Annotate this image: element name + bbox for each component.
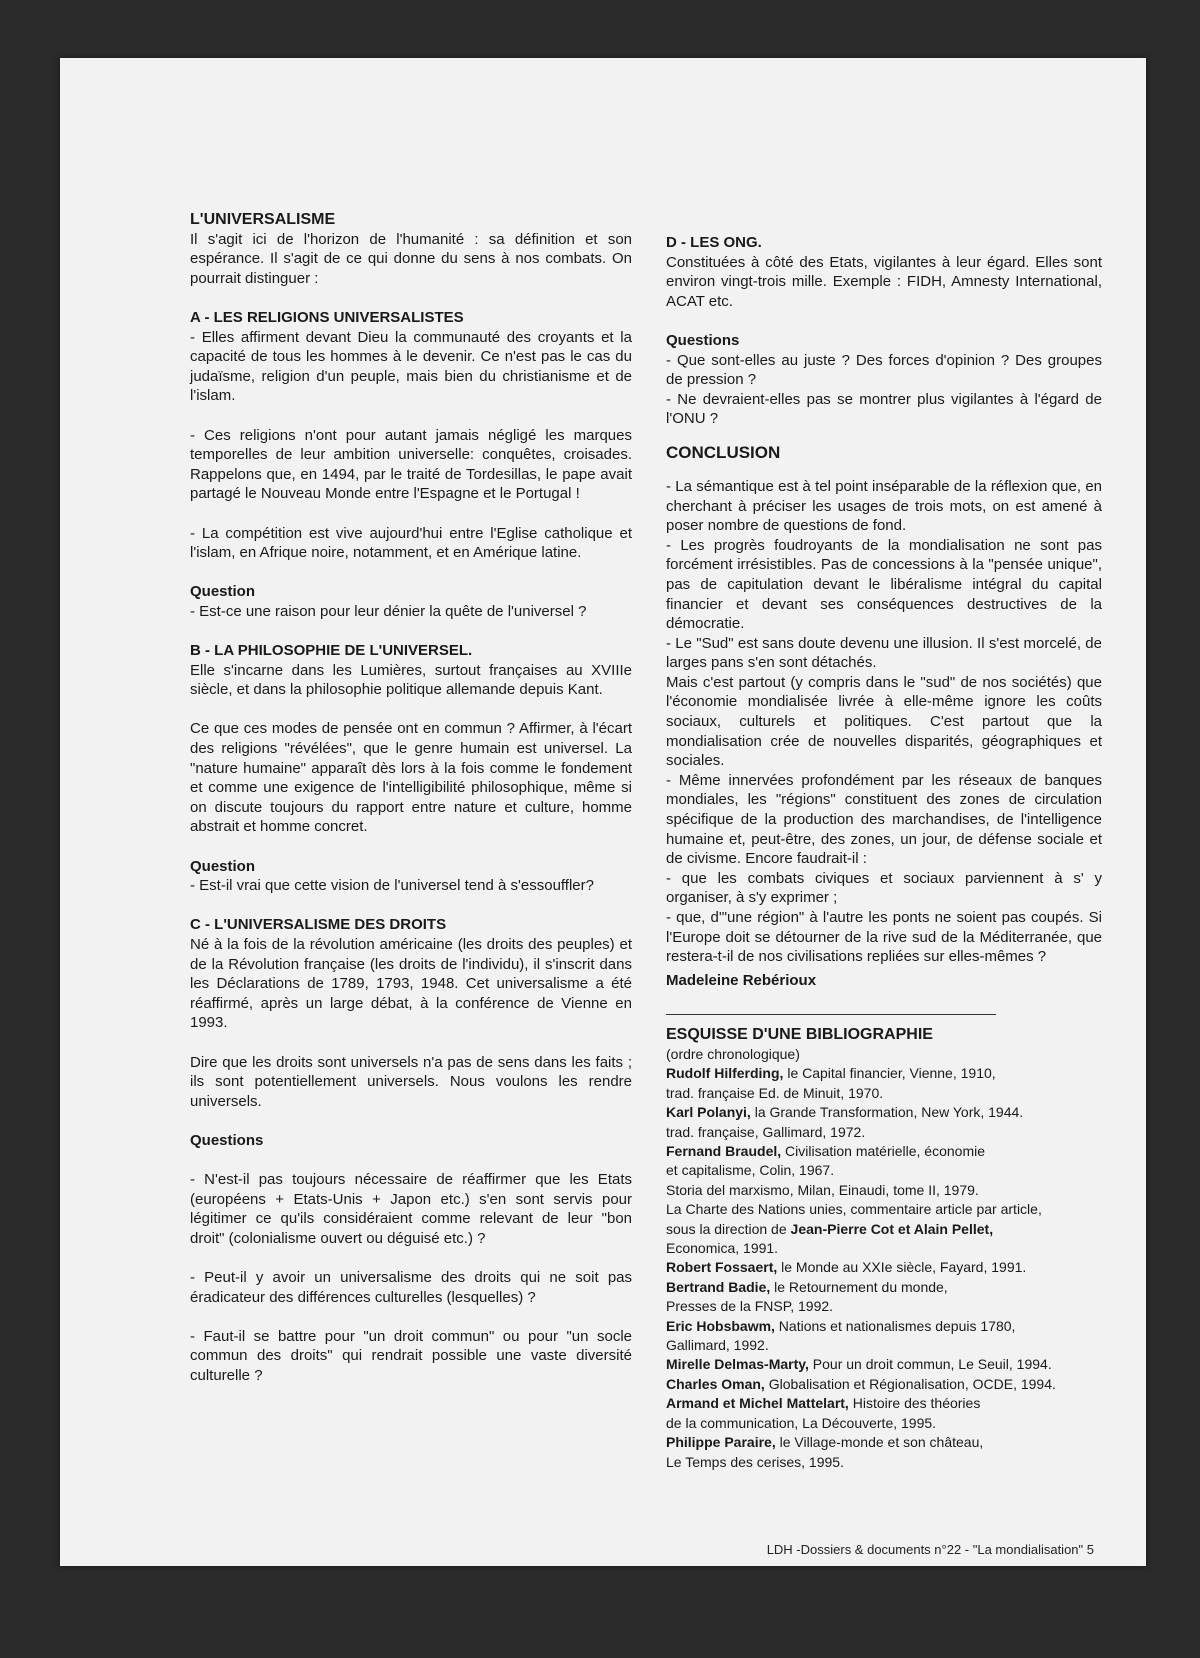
biblio-entry [666,1375,1102,1394]
biblio-author: Eric Hobsbawm, [666,1317,775,1334]
conclusion-p3: - Le "Sud" est sans doute devenu une illusion. Il s'est morcelé, de larges pans s'en sont détachés. [666,634,1102,672]
biblio-text: Histoire des théories [848,1395,981,1412]
biblio-text: Pour un droit commun, Le Seuil, 1994. [808,1356,1052,1373]
paragraph-a3: - La compétition est vive aujourd'hui entre l'Eglise catholique et l'islam, en Afrique noire, notamment, et en Amérique latine. [190,524,632,562]
biblio-author: Rudolf Hilferding, [666,1065,784,1082]
heading-ong: D - LES ONG. [666,234,762,251]
biblio-entry [666,1355,1102,1374]
question-c2: - Peut-il y avoir un universalisme des droits qui ne soit pas éradicateur des différences culturelles (lesquelles) ? [190,1269,632,1306]
biblio-entry-cont: trad. française, Gallimard, 1972. [666,1123,866,1140]
biblio-text: Nations et nationalismes depuis 1780, [774,1317,1016,1334]
question-d2: - Ne devraient-elles pas se montrer plus vigilantes à l'égard de l'ONU ? [666,390,1102,428]
author-signature: Madeleine Rebérioux [666,971,817,989]
paper-page [60,58,1146,1566]
bibliography-title: ESQUISSE D'UNE BIBLIOGRAPHIE [666,1026,933,1044]
biblio-text: le Retournement du monde, [770,1278,948,1295]
biblio-entry [666,1317,1102,1336]
heading-philosophie: B - LA PHILOSOPHIE DE L'UNIVERSEL. [190,642,473,660]
paragraph-a2: - Ces religions n'ont pour autant jamais négligé les marques temporelles de leur ambition universelle: conquêtes, croisades. Rappelons que, en 1494, par le traité de Tordesillas, le pape avait partagé le Nouveau Monde entre l'Espagne et le Portugal ! [190,426,632,503]
biblio-author: Jean-Pierre Cot et Alain Pellet, [790,1220,994,1237]
intro-paragraph: Il s'agit ici de l'horizon de l'humanité : sa définition et son espérance. Il s'agit de ce qui donne du sens à nos combats. On pourrait distinguer : [190,230,632,287]
biblio-text: la Grande Transformation, New York, 1944. [750,1104,1024,1121]
biblio-entry [666,1433,1102,1452]
biblio-entry [666,1220,1102,1239]
paragraph-d1: Constituées à côté des Etats, vigilantes à leur égard. Elles sont environ vingt-trois mille. Exemple : FIDH, Amnesty International, ACAT etc. [666,253,1102,310]
biblio-entry-cont: Economica, 1991. [666,1240,779,1257]
biblio-author: Robert Fossaert, [666,1259,778,1276]
biblio-entry-cont: Le Temps des cerises, 1995. [666,1453,844,1470]
biblio-text: le Village-monde et son château, [775,1434,984,1451]
divider-rule [666,1014,996,1015]
biblio-entry-cont: Presses de la FNSP, 1992. [666,1298,834,1315]
biblio-entry-cont: et capitalisme, Colin, 1967. [666,1162,835,1179]
biblio-entry [666,1258,1102,1277]
biblio-author: Mirelle Delmas-Marty, [666,1356,809,1373]
heading-questions-d: Questions [666,331,740,349]
paragraph-c1: Né à la fois de la révolution américaine (les droits des peuples) et de la Révolution française (les droits de l'individu), il s'inscrit dans les Déclarations de 1789, 1793, 1948. Cet universalisme a été réaffirmé, après un large débat, à la conférence de Vienne en 1993. [190,935,632,1032]
bibliography-subtitle: (ordre chronologique) [666,1045,800,1062]
left-column [190,210,632,1386]
biblio-author: Karl Polanyi, [666,1104,751,1121]
biblio-author: Armand et Michel Mattelart, [666,1395,849,1412]
biblio-author: Philippe Paraire, [666,1434,776,1451]
heading-religions: A - LES RELIGIONS UNIVERSALISTES [190,308,464,326]
conclusion-p6: - que les combats civiques et sociaux parviennent à s' y organiser, à s'y exprimer ; [666,869,1102,907]
heading-question-b: Question [190,857,256,875]
question-b: - Est-il vrai que cette vision de l'universel tend à s'essouffler? [190,877,594,895]
paragraph-c2: Dire que les droits sont universels n'a pas de sens dans les faits ; ils sont potentiellement universels. Nous voulons les rendre universels. [190,1053,632,1110]
conclusion-p2: - Les progrès foudroyants de la mondialisation ne sont pas forcément irrésistibles. Pas de concessions à la "pensée unique", pas de capitulation devant le libéralisme intégral du capital financier et devant ses conséquences destructives de la démocratie. [666,536,1102,633]
biblio-entry: La Charte des Nations unies, commentaire article par article, [666,1201,1042,1218]
conclusion-p5: - Même innervées profondément par les réseaux de banques mondiales, les "régions" constituent des zones de circulation spécifique de la production des marchandises, de l'intelligence humaine et, peut-être, des zones, un jour, de défense sociale et de civisme. Encore faudrait-il : [666,771,1102,868]
question-c1: - N'est-il pas toujours nécessaire de réaffirmer que les Etats (européens + Etats-Unis + Japon etc.) s'en sont servis pour légitimer ce qu'ils considéraient comme relevant de leur "bon droit" (colonialisme ouvert ou déguisé etc.) ? [190,1171,632,1247]
biblio-entry-cont: Gallimard, 1992. [666,1337,769,1354]
conclusion-p1: - La sémantique est à tel point inséparable de la réflexion que, en cherchant à préciser les usages de trois mots, on est amené à poser nombre de questions de fond. [666,477,1102,535]
question-c3: - Faut-il se battre pour "un droit commun" ou pour "un socle commun des droits" qui rendrait possible une vaste diversité culturelle ? [190,1327,632,1385]
right-column [666,233,1102,1472]
biblio-text: Globalisation et Régionalisation, OCDE, 1994. [764,1375,1056,1392]
question-a: - Est-ce une raison pour leur dénier la quête de l'universel ? [190,602,587,620]
biblio-author: Fernand Braudel, [666,1143,782,1159]
paragraph-b2: Ce que ces modes de pensée ont en commun ? Affirmer, à l'écart des religions "révélées", que le genre humain est universel. La "nature humaine" apparaît dès lors à la fois comme le fondement et comme une exigence de l'intelligibilité philosophique, même si on discute toujours du rapport entre nature et culture, homme abstrait et homme concret. [190,720,632,836]
bibliography-list [666,1045,1102,1472]
biblio-entry-cont: de la communication, La Découverte, 1995. [666,1414,937,1431]
biblio-author: Charles Oman, [666,1375,765,1392]
heading-questions-c: Questions [190,1131,264,1149]
heading-question-a: Question [190,583,256,601]
biblio-entry [666,1278,1102,1297]
biblio-entry-cont: trad. française Ed. de Minuit, 1970. [666,1084,884,1101]
biblio-entry [666,1394,1102,1413]
heading-conclusion: CONCLUSION [666,442,781,462]
biblio-text: le Capital financier, Vienne, 1910, [783,1065,996,1082]
heading-droits: C - L'UNIVERSALISME DES DROITS [190,916,447,934]
section-title: L'UNIVERSALISME [190,211,336,228]
biblio-entry [666,1142,1102,1161]
paragraph-b1: Elle s'incarne dans les Lumières, surtout françaises au XVIIIe siècle, et dans la philosophie politique allemande depuis Kant. [190,661,632,699]
question-d1: - Que sont-elles au juste ? Des forces d'opinion ? Des groupes de pression ? [666,351,1102,389]
conclusion-p4: Mais c'est partout (y compris dans le "sud" de nos sociétés) que l'économie mondialisée livrée à elle-même ignore les coûts sociaux, culturels et politiques. C'est partout que la mondialisation crée de nouvelles disparités, géographiques et sociales. [666,673,1102,770]
paragraph-a1: - Elles affirment devant Dieu la communauté des croyants et la capacité de tous les hommes à le devenir. Ce n'est pas le cas du judaïsme, religion d'un peuple, mais bien du christianisme et de l'islam. [190,328,632,405]
biblio-entry: Storia del marxismo, Milan, Einaudi, tome II, 1979. [666,1181,979,1198]
page-footer: LDH -Dossiers & documents n°22 - "La mondialisation" 5 [766,1542,1094,1557]
biblio-entry [666,1064,1102,1083]
biblio-text: le Monde au XXIe siècle, Fayard, 1991. [777,1259,1027,1276]
biblio-text: sous la direction de [666,1220,791,1237]
biblio-author: Bertrand Badie, [666,1278,771,1295]
biblio-entry [666,1103,1102,1122]
conclusion-p7: - que, d'"une région" à l'autre les ponts ne soient pas coupés. Si l'Europe doit se détourner de la rive sud de la Méditerranée, que restera-t-il de nos civilisations repliées sur elles-mêmes ? [666,909,1102,966]
biblio-text: Civilisation matérielle, économie [781,1143,986,1159]
